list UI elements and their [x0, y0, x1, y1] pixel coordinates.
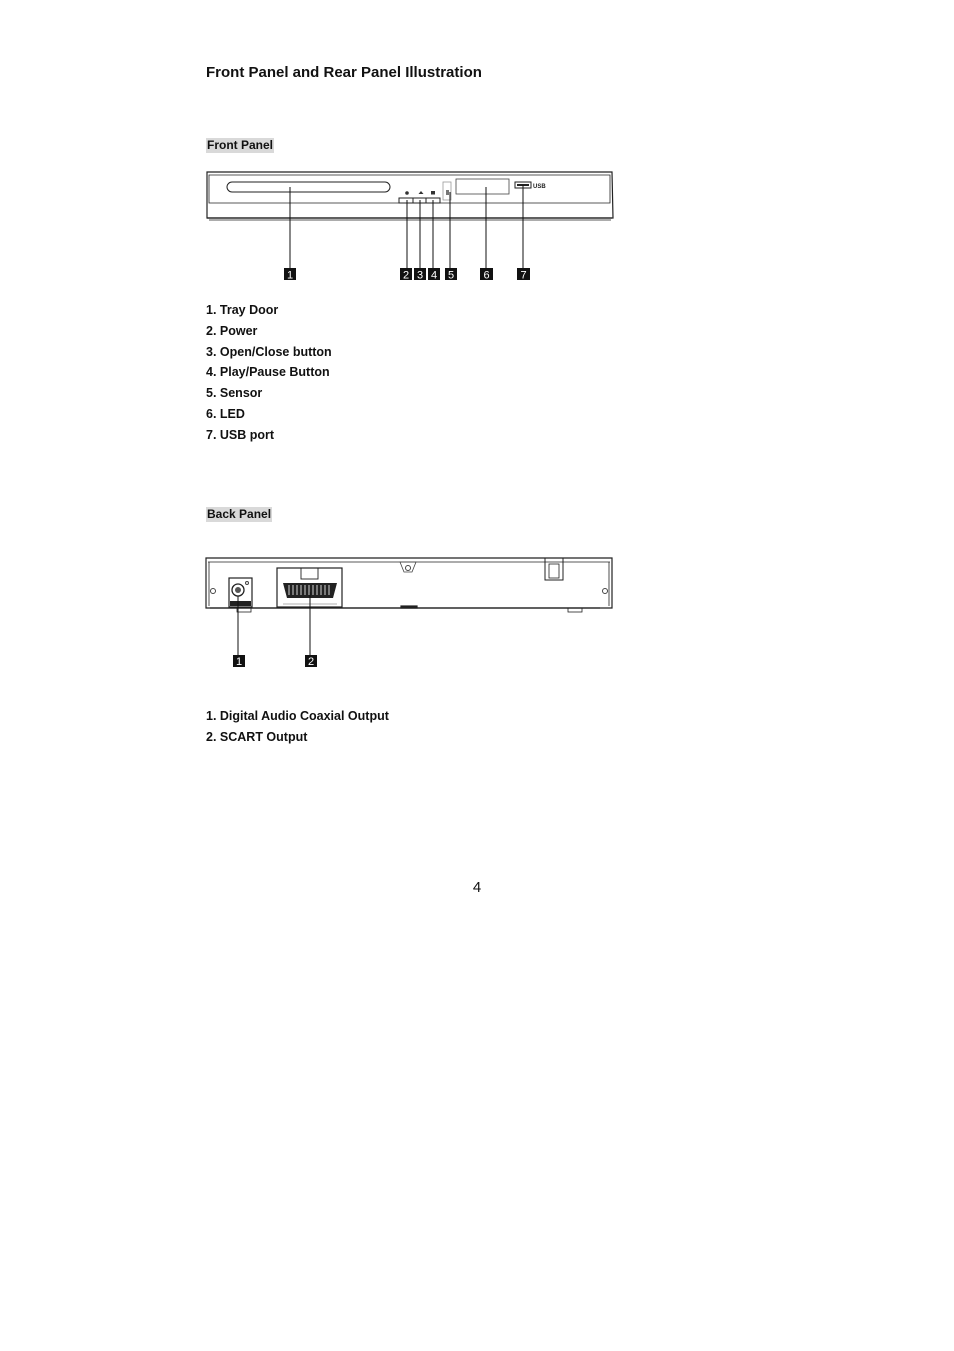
- legend-item-open-close: 3. Open/Close button: [206, 344, 332, 359]
- legend-item-play-pause: 4. Play/Pause Button: [206, 365, 330, 380]
- legend-item-tray-door: 1. Tray Door: [206, 303, 279, 317]
- back-panel-legend: [206, 706, 389, 748]
- svg-text:7: 7: [520, 269, 527, 282]
- svg-text:2: 2: [402, 269, 410, 282]
- legend-item-sensor: 5. Sensor: [206, 386, 263, 401]
- svg-text:4: 4: [430, 269, 438, 282]
- coaxial-output-jack: [229, 578, 252, 607]
- page-title: Front Panel and Rear Panel Illustration: [206, 64, 482, 81]
- legend-item-scart-output: 2. SCART Output: [206, 729, 308, 744]
- back-callout-2: [305, 655, 317, 668]
- front-panel-heading: Front Panel: [207, 138, 274, 152]
- legend-item-usb-port: 7. USB port: [206, 427, 275, 442]
- svg-text:5: 5: [447, 269, 455, 282]
- legend-item-led: 6. LED: [206, 406, 245, 421]
- svg-text:2: 2: [307, 656, 315, 668]
- svg-text:1: 1: [235, 656, 243, 668]
- svg-text:3: 3: [416, 269, 424, 282]
- svg-text:1: 1: [286, 269, 294, 282]
- back-panel-heading: Back Panel: [207, 507, 272, 521]
- svg-text:6: 6: [483, 269, 490, 282]
- page-number: 4: [472, 879, 482, 896]
- back-callout-1: [233, 655, 245, 668]
- legend-item-coaxial-output: 1. Digital Audio Coaxial Output: [206, 709, 389, 723]
- legend-item-power: 2. Power: [206, 323, 258, 338]
- usb-logo: USB: [533, 184, 546, 190]
